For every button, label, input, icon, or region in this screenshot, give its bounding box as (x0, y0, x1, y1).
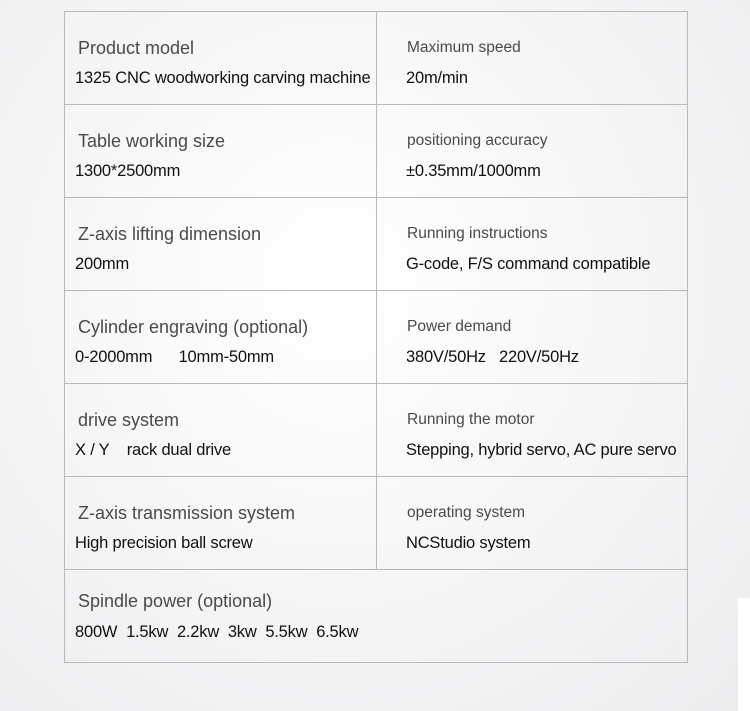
spec-cell-maximum-speed (377, 12, 688, 105)
spec-value: G-code, F/S command compatible (406, 255, 651, 273)
spec-label: Spindle power (optional) (78, 591, 273, 611)
table-row (65, 105, 688, 198)
spec-cell-running-motor (377, 384, 688, 477)
spec-value: 800W 1.5kw 2.2kw 3kw 5.5kw 6.5kw (75, 623, 359, 641)
edge-decoration (738, 598, 750, 711)
spec-label: Cylinder engraving (optional) (78, 317, 309, 337)
spec-cell-z-axis-lifting (65, 198, 377, 291)
spec-cell-drive-system (65, 384, 377, 477)
spec-label: Power demand (407, 318, 512, 335)
spec-table (64, 11, 688, 663)
spec-value: NCStudio system (406, 534, 531, 552)
spec-label: Table working size (78, 131, 226, 151)
spec-cell-operating-system (377, 477, 688, 570)
spec-cell-table-working-size (65, 105, 377, 198)
spec-label: positioning accuracy (407, 132, 548, 149)
spec-value: 20m/min (406, 69, 468, 87)
spec-value: 380V/50Hz 220V/50Hz (406, 348, 579, 366)
spec-value: 200mm (75, 255, 130, 273)
spec-label: operating system (407, 504, 526, 521)
spec-label: Z-axis lifting dimension (78, 224, 262, 244)
table-row (65, 570, 688, 663)
spec-value: High precision ball screw (75, 534, 253, 552)
spec-label: drive system (78, 410, 180, 430)
spec-cell-cylinder-engraving (65, 291, 377, 384)
spec-label: Running instructions (407, 225, 548, 242)
spec-cell-positioning-accuracy (377, 105, 688, 198)
spec-cell-power-demand (377, 291, 688, 384)
spec-cell-product-model (65, 12, 377, 105)
spec-label: Product model (78, 38, 195, 58)
spec-value: 1325 CNC woodworking carving machine (75, 69, 371, 87)
spec-label: Maximum speed (407, 39, 521, 56)
table-row (65, 384, 688, 477)
table-row (65, 12, 688, 105)
spec-value: ±0.35mm/1000mm (406, 162, 541, 180)
table-row (65, 291, 688, 384)
spec-cell-z-axis-transmission (65, 477, 377, 570)
spec-cell-spindle-power (65, 570, 688, 663)
spec-value: 0-2000mm 10mm-50mm (75, 348, 274, 366)
spec-value: 1300*2500mm (75, 162, 181, 180)
spec-cell-running-instructions (377, 198, 688, 291)
table-row (65, 198, 688, 291)
spec-label: Z-axis transmission system (78, 503, 296, 523)
spec-value: Stepping, hybrid servo, AC pure servo (406, 441, 677, 459)
table-row (65, 477, 688, 570)
spec-label: Running the motor (407, 411, 535, 428)
spec-value: X / Y rack dual drive (75, 441, 232, 459)
